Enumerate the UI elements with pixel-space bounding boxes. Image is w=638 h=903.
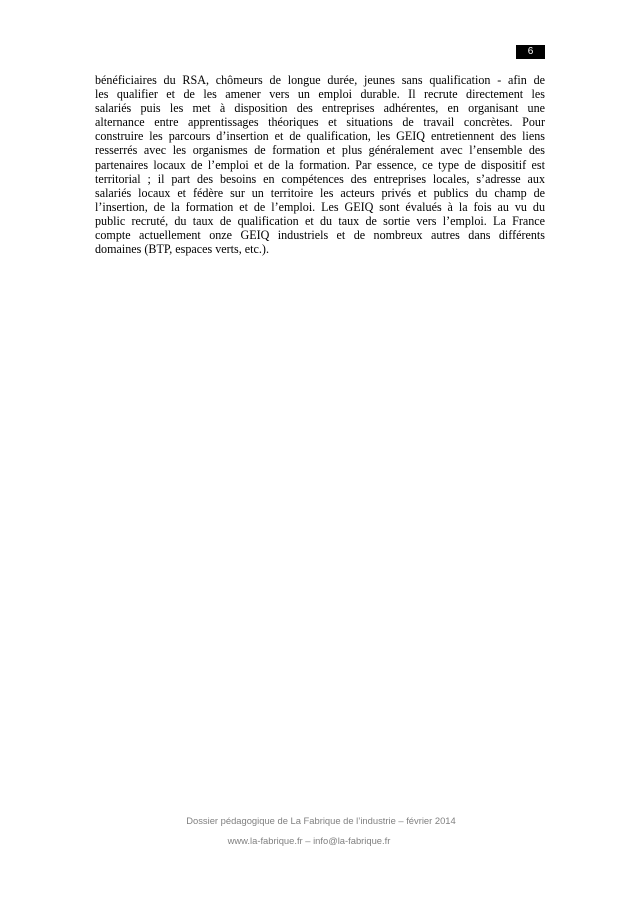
body-line: salariés locaux et fédère sur un territoire les acteurs privés et publics du champ de <box>95 185 545 200</box>
body-line: domaines (BTP, espaces verts, etc.). <box>95 242 269 257</box>
footer-dossier-line: Dossier pédagogique de La Fabrique de l’industrie – février 2014 <box>186 815 456 826</box>
body-line: construire les parcours d’insertion et de qualification, les GEIQ entretiennent des liens <box>95 129 545 144</box>
body-line: compte actuellement onze GEIQ industriels et de nombreux autres dans différents <box>95 228 545 243</box>
body-line: resserrés avec les organismes de formation et plus généralement avec l’ensemble des <box>95 143 545 158</box>
body-line: les qualifier et de les amener vers un emploi durable. Il recrute directement les <box>95 87 545 102</box>
footer-contact-line: www.la-fabrique.fr – info@la-fabrique.fr <box>227 835 391 846</box>
body-paragraph <box>95 73 545 256</box>
body-line: l’insertion, de la formation et de l’emploi. Les GEIQ sont évalués à la fois au vu du <box>95 199 545 214</box>
body-line: partenaires locaux de l’emploi et de la formation. Par essence, ce type de dispositif est <box>95 157 545 172</box>
body-line: public recruté, du taux de qualification et du taux de sortie vers l’emploi. La France <box>95 213 545 228</box>
body-line: salariés puis les met à disposition des entreprises adhérentes, en organisant une <box>95 101 545 116</box>
body-line: territorial ; il part des besoins en compétences des entreprises locales, s’adresse aux <box>95 171 545 186</box>
body-line: alternance entre apprentissages théoriques et situations de travail concrètes. Pour <box>95 115 545 130</box>
body-line: bénéficiaires du RSA, chômeurs de longue durée, jeunes sans qualification - afin de <box>95 73 545 87</box>
page-number-badge: 6 <box>516 45 545 59</box>
